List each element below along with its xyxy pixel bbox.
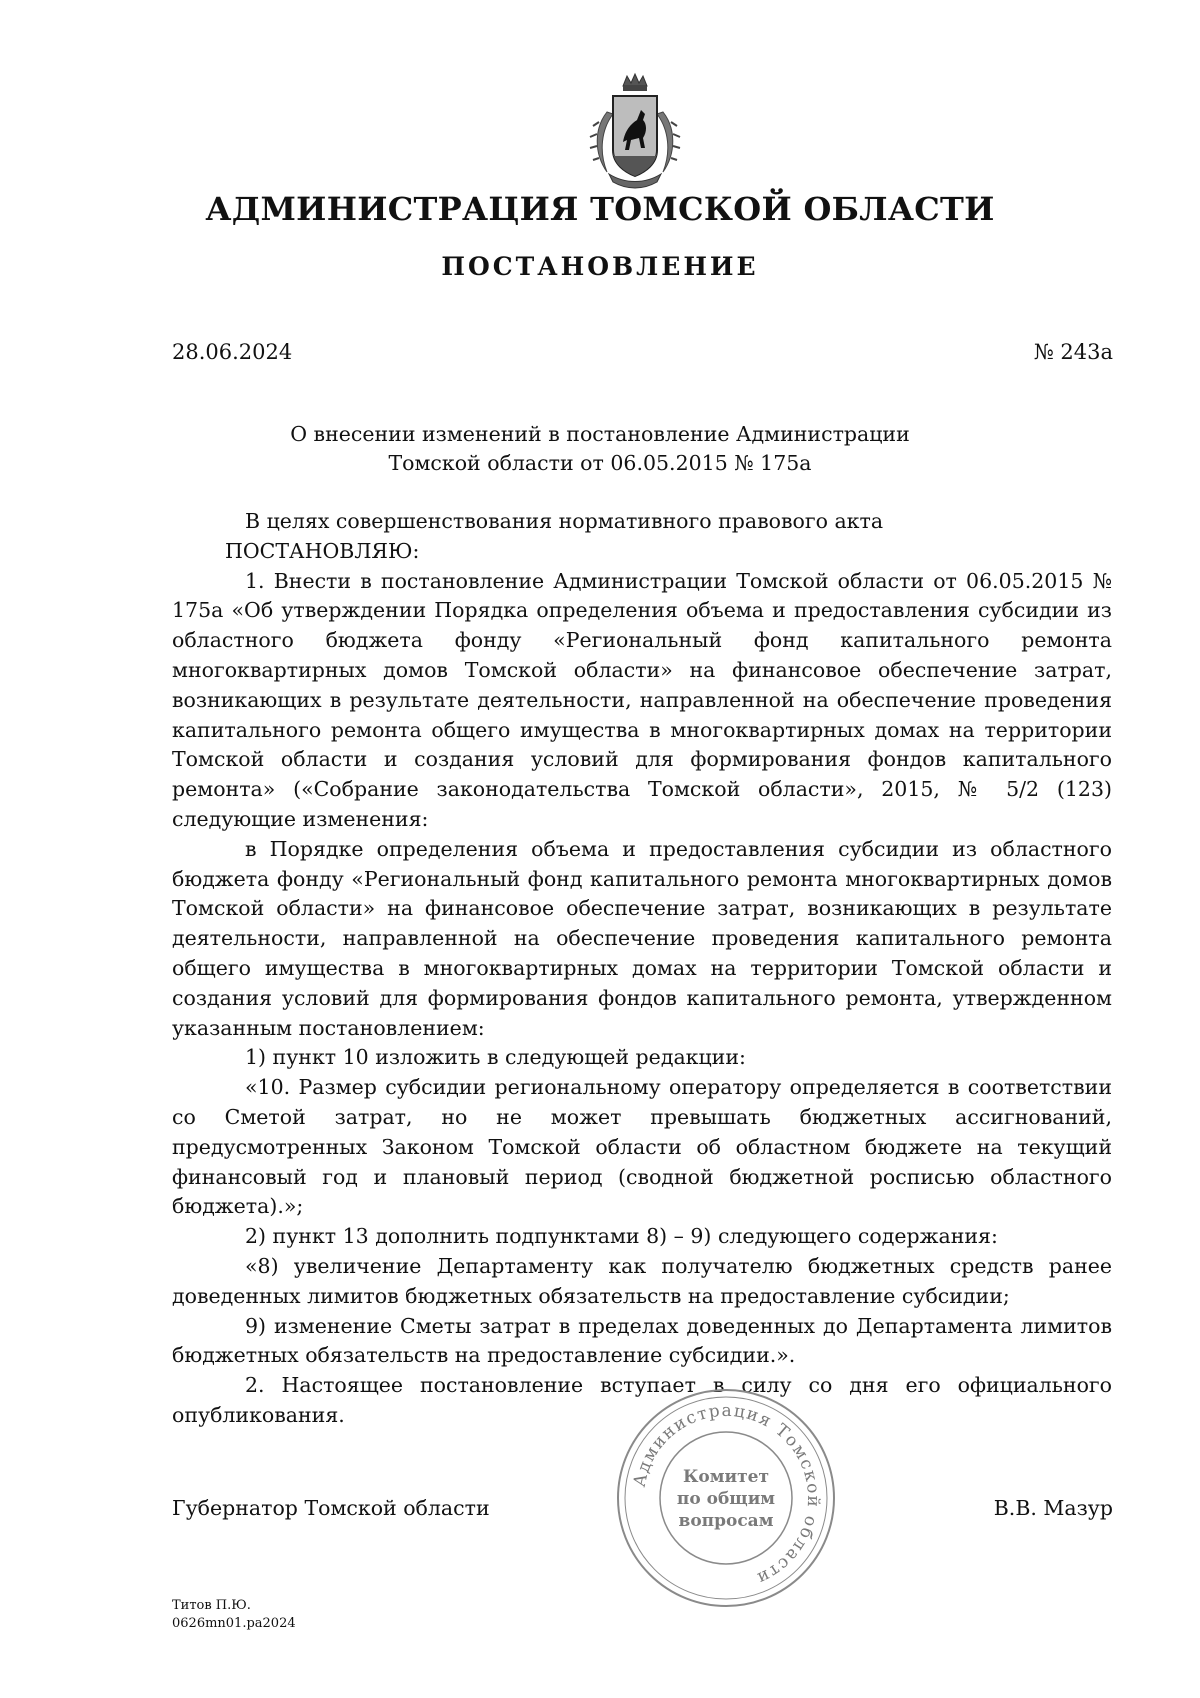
file-code: 0626mn01.pa2024 [172, 1616, 296, 1631]
document-number: № 243а [1033, 340, 1113, 364]
document-type-title: ПОСТАНОВЛЕНИЕ [441, 252, 759, 281]
official-seal [614, 1386, 838, 1610]
document-body [172, 507, 1112, 1431]
body-paragraph: «10. Размер субсидии региональному оператору определяется в соответствии со Сметой затрат, но не может превышать бюджетных ассигнований, предусмотренных Законом Томской области об областном бюджете на текущий финансовый год и плановый период (сводной бюджетной росписью областного бюджета).»; [172, 1075, 1112, 1219]
organization-title: АДМИНИСТРАЦИЯ ТОМСКОЙ ОБЛАСТИ [205, 190, 995, 228]
seal-center-text: Комитет [682, 1467, 770, 1487]
executor-info [172, 1597, 296, 1633]
subject-line: Томской области от 06.05.2015 № 175а [388, 451, 812, 475]
body-paragraph: «8) увеличение Департаменту как получателю бюджетных средств ранее доведенных лимитов бюджетных обязательств на предоставление субсидии; [172, 1253, 1112, 1308]
subject-line: О внесении изменений в постановление Администрации [290, 422, 910, 446]
body-paragraph: в Порядке определения объема и предоставления субсидии из областного бюджета фонду «Региональный фонд капитального ремонта многоквартирных домов Томской области» на финансовое обеспечение затрат, возникающих в результате деятельности, направленной на обеспечение проведения капитального ремонта общего имущества в многоквартирных домах на территории Томской области и создания условий для формирования фондов капитального ремонта, утвержденном указанным постановлением: [172, 836, 1112, 1040]
seal-center-text: по общим [676, 1489, 776, 1509]
seal-center-text: вопросам [678, 1511, 774, 1531]
body-paragraph: 2) пункт 13 дополнить подпунктами 8) – 9) следующего содержания: [245, 1224, 998, 1249]
decree-word: ПОСТАНОВЛЯЮ: [225, 538, 420, 563]
signatory-role: Губернатор Томской области [172, 1496, 490, 1520]
preamble: В целях совершенствования нормативного правового акта [245, 509, 884, 533]
body-paragraph: 1) пункт 10 изложить в следующей редакции: [245, 1045, 746, 1070]
body-paragraph: 1. Внести в постановление Администрации Томской области от 06.05.2015 № 175а «Об утверждении Порядка определения объема и предоставления субсидии из областного бюджета фонду «Региональный фонд капитального ремонта многоквартирных домов Томской области» на финансовое обеспечение затрат, возникающих в результате деятельности, направленной на обеспечение проведения капитального ремонта общего имущества в многоквартирных домах на территории Томской области и создания условий для формирования фондов капитального ремонта» («Собрание законодательства Томской области», 2015, № 5/2 (123) следующие изменения: [172, 568, 1112, 831]
body-paragraph: 9) изменение Сметы затрат в пределах доведенных до Департамента лимитов бюджетных обязательств на предоставление субсидии.». [172, 1313, 1112, 1368]
executor-name: Титов П.Ю. [172, 1598, 251, 1613]
document-date: 28.06.2024 [172, 340, 293, 364]
body-paragraph: 2. Настоящее постановление вступает в силу со дня его официального опубликования. [172, 1373, 1112, 1427]
coat-of-arms-icon [585, 72, 685, 192]
document-subject [0, 420, 1200, 478]
signatory-name: В.В. Мазур [993, 1496, 1113, 1520]
seal-ring-text: Администрация Томской области [629, 1400, 824, 1589]
